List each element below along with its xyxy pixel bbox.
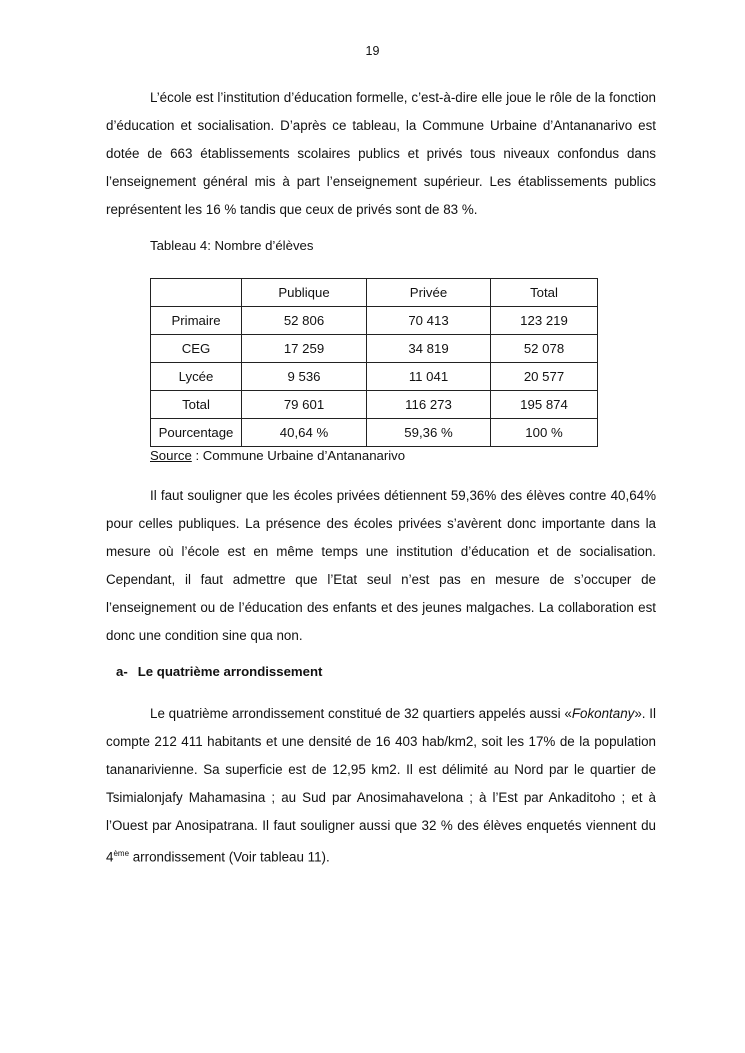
section-heading	[116, 664, 322, 679]
section-heading-title: Le quatrième arrondissement	[137, 664, 323, 679]
table-cell: 79 601	[242, 391, 367, 419]
paragraph-arrondissement-part2: ». Il compte 212 411 habitants et une densité de 16 403 hab/km2, soit les 17% de la population tananarivienne. Sa superficie est de 12,95 km2. Il est délimité au Nord par le quartier de Tsimialonjafy Mahamasina ; au Sud par Anosimahavelona ; à l’Est par Ankaditoho ; et à l’Ouest par Anosipatrana. Il faut souligner aussi que 32 % des élèves enquetés viennent du 4	[106, 706, 656, 865]
paragraph-arrondissement-superscript: ème	[113, 849, 130, 858]
section-heading-number: a-	[116, 664, 128, 679]
table-header-cell: Publique	[242, 279, 367, 307]
paragraph-ecole-text: L’école est l’institution d’éducation formelle, c’est-à-dire elle joue le rôle de la fonction d’éducation et socialisation. D’après ce tableau, la Commune Urbaine d’Antananarivo est dotée de 663 établissements scolaires publics et privés tous niveaux confondus dans l’enseignement général mis à part l’enseignement supérieur. Les établissements publics représentent les 16 % tandis que ceux de privés sont de 83 %.	[106, 90, 656, 217]
paragraph-arrondissement-end: arrondissement (Voir tableau 11).	[129, 849, 330, 865]
table-cell: Total	[151, 391, 242, 419]
paragraph-ecoles-privees	[106, 482, 656, 650]
table-source	[150, 448, 405, 463]
table-cell: 59,36 %	[367, 419, 491, 447]
table-cell: 70 413	[367, 307, 491, 335]
paragraph-ecole	[106, 84, 656, 224]
page-number: 19	[365, 44, 380, 58]
paragraph-ecoles-privees-text: Il faut souligner que les écoles privées détiennent 59,36% des élèves contre 40,64% pour celles publiques. La présence des écoles privées s’avèrent donc importante dans la mesure où l’école est en même temps une institution d’éducation et de socialisation. Cependant, il faut admettre que l’Etat seul n’est pas en mesure de s’occuper de l’enseignement ou de l’éducation des enfants et des jeunes malgaches. La collaboration est donc une condition sine qua non.	[106, 488, 656, 643]
table-cell: 116 273	[367, 391, 491, 419]
table-cell: 100 %	[491, 419, 598, 447]
table-header-cell: Total	[491, 279, 598, 307]
table-cell: 123 219	[491, 307, 598, 335]
table-cell: 195 874	[491, 391, 598, 419]
table-cell: 34 819	[367, 335, 491, 363]
table-row	[151, 391, 598, 419]
paragraph-arrondissement-italic: Fokontany	[571, 706, 635, 721]
table-cell: 40,64 %	[242, 419, 367, 447]
table-cell: 20 577	[491, 363, 598, 391]
table-cell: Pourcentage	[151, 419, 242, 447]
table-row	[151, 307, 598, 335]
table-cell: CEG	[151, 335, 242, 363]
table-cell: 11 041	[367, 363, 491, 391]
table-header-row	[151, 279, 598, 307]
source-label: Source	[150, 448, 192, 463]
table-cell: Primaire	[151, 307, 242, 335]
table-caption: Tableau 4: Nombre d’élèves	[150, 238, 314, 253]
source-text: : Commune Urbaine d’Antananarivo	[191, 448, 406, 463]
table-cell: 17 259	[242, 335, 367, 363]
table-row	[151, 363, 598, 391]
paragraph-arrondissement-part1: Le quatrième arrondissement constitué de 32 quartiers appelés aussi «	[150, 706, 572, 721]
table-row	[151, 419, 598, 447]
table-cell: 52 078	[491, 335, 598, 363]
table-header-cell	[151, 279, 242, 307]
paragraph-arrondissement	[106, 700, 656, 871]
students-table	[150, 278, 598, 447]
table-header-cell: Privée	[367, 279, 491, 307]
table-cell: 52 806	[242, 307, 367, 335]
table-row	[151, 335, 598, 363]
table-cell: 9 536	[242, 363, 367, 391]
table-cell: Lycée	[151, 363, 242, 391]
